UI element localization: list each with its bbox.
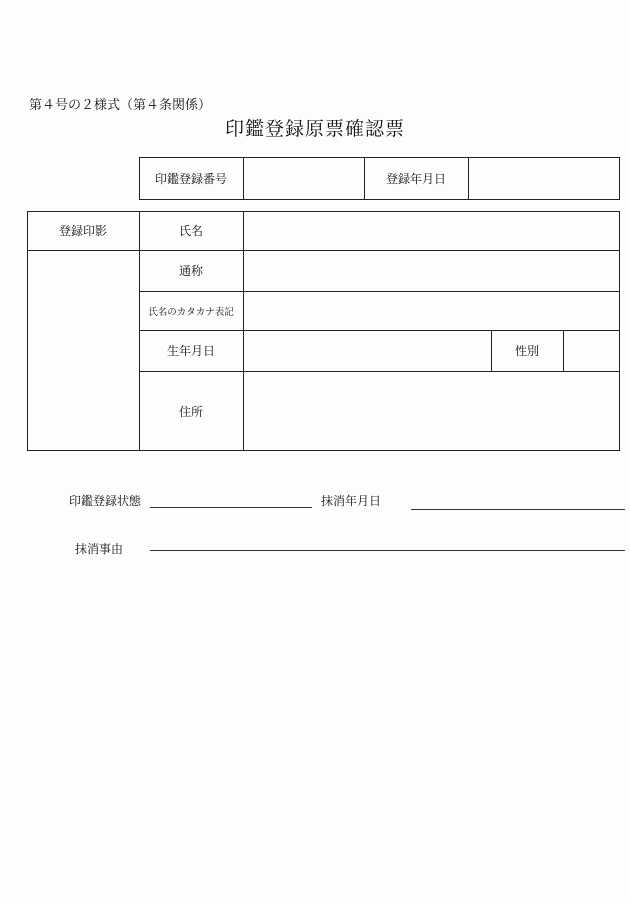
katakana-label: 氏名のカタカナ表記 (148, 306, 234, 318)
seal-image-label: 登録印影 (58, 224, 107, 238)
registration-date-field[interactable] (469, 158, 619, 199)
gender-field[interactable] (564, 331, 619, 371)
cancel-reason-field-line[interactable] (150, 550, 625, 551)
birthdate-field[interactable] (244, 331, 491, 371)
registration-number-field[interactable] (244, 158, 363, 199)
registration-date-label: 登録年月日 (385, 172, 446, 186)
name-label: 氏名 (178, 224, 203, 238)
gender-label: 性別 (514, 344, 539, 358)
birthdate-label: 生年月日 (166, 344, 215, 358)
cancel-reason-label: 抹消事由 (75, 542, 124, 556)
cancel-date-label: 抹消年月日 (321, 494, 382, 508)
form-number: 第４号の２様式（第４条関係） (29, 98, 212, 113)
registration-number-label: 印鑑登録番号 (154, 172, 227, 186)
cancel-date-field-line[interactable] (411, 509, 625, 510)
name-field[interactable] (244, 212, 619, 250)
address-label: 住所 (178, 404, 203, 419)
seal-image-area[interactable] (28, 251, 138, 450)
alias-label: 通称 (178, 264, 203, 278)
alias-field[interactable] (244, 251, 619, 291)
status-field-line[interactable] (150, 507, 312, 508)
katakana-field[interactable] (244, 292, 619, 330)
address-field[interactable] (244, 372, 619, 450)
status-label: 印鑑登録状態 (69, 494, 142, 508)
page-title: 印鑑登録原票確認票 (224, 118, 405, 140)
